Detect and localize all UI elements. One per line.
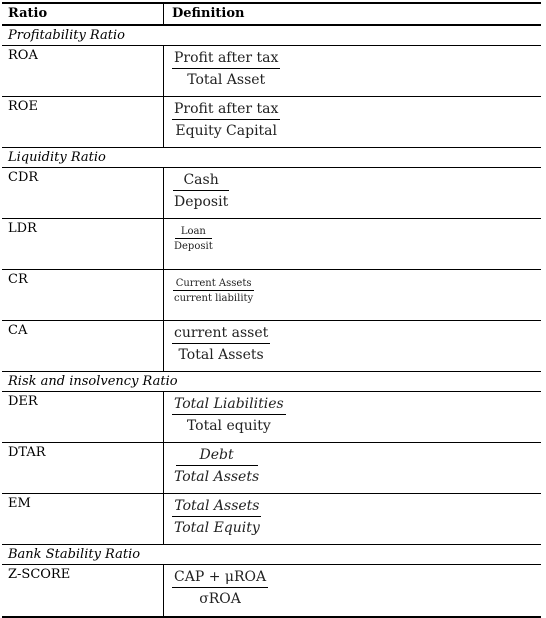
denominator: Equity Capital xyxy=(175,123,277,139)
table-row-dtar xyxy=(2,443,541,494)
denominator: Deposit xyxy=(174,241,213,252)
section-bank-stability: Bank Stability Ratio xyxy=(2,545,541,565)
ratio-name: DTAR xyxy=(2,443,164,493)
numerator: Loan xyxy=(175,226,212,239)
numerator: Total Liabilities xyxy=(172,396,286,415)
ratio-name: ROE xyxy=(2,97,164,147)
section-risk-insolvency: Risk and insolvency Ratio xyxy=(2,372,541,392)
ratio-name: LDR xyxy=(2,219,164,269)
ratio-definition xyxy=(164,443,541,493)
fraction xyxy=(172,226,215,252)
fraction xyxy=(172,101,280,139)
table-row-ca xyxy=(2,321,541,372)
numerator: Profit after tax xyxy=(172,50,280,69)
numerator: Debt xyxy=(176,447,258,466)
fraction xyxy=(172,278,255,304)
denominator: Total Assets xyxy=(178,347,264,363)
ratio-name: DER xyxy=(2,392,164,442)
table-row-ldr xyxy=(2,219,541,270)
table-row-cr xyxy=(2,270,541,321)
numerator: Cash xyxy=(173,172,228,191)
ratio-definition xyxy=(164,97,541,147)
table-row-der xyxy=(2,392,541,443)
ratio-definition xyxy=(164,494,541,544)
ratio-definition xyxy=(164,46,541,96)
numerator: Profit after tax xyxy=(172,101,280,120)
numerator: current asset xyxy=(172,325,270,344)
ratio-definition xyxy=(164,168,541,218)
numerator: Total Assets xyxy=(172,498,261,517)
denominator: current liability xyxy=(174,293,254,304)
header-ratio: Ratio xyxy=(2,4,164,24)
header-definition: Definition xyxy=(172,6,245,21)
section-liquidity: Liquidity Ratio xyxy=(2,148,541,168)
ratio-definition xyxy=(164,270,541,320)
ratio-name: CR xyxy=(2,270,164,320)
table-row-em xyxy=(2,494,541,545)
ratio-definition xyxy=(164,321,541,371)
denominator: Total Assets xyxy=(174,469,260,485)
ratio-definition xyxy=(164,392,541,442)
fraction xyxy=(172,569,268,607)
ratio-definition xyxy=(164,219,541,269)
ratio-name: CA xyxy=(2,321,164,371)
fraction xyxy=(172,50,280,88)
denominator: σROA xyxy=(199,591,241,607)
ratio-definition xyxy=(164,565,541,616)
denominator: Total equity xyxy=(186,418,271,434)
section-profitability: Profitability Ratio xyxy=(2,26,541,46)
denominator: Total Asset xyxy=(187,72,266,88)
fraction xyxy=(172,447,261,485)
numerator: CAP + μROA xyxy=(172,569,268,588)
ratio-name: Z-SCORE xyxy=(2,565,164,616)
table-header-row xyxy=(2,4,541,26)
fraction xyxy=(172,396,286,434)
denominator: Deposit xyxy=(174,194,229,210)
table-row-roa xyxy=(2,46,541,97)
ratio-definition-table xyxy=(2,2,541,618)
table-row-roe xyxy=(2,97,541,148)
fraction xyxy=(172,498,262,536)
denominator: Total Equity xyxy=(174,520,260,536)
fraction xyxy=(172,172,230,210)
numerator: Current Assets xyxy=(173,278,255,291)
table-row-z-score xyxy=(2,565,541,616)
fraction xyxy=(172,325,270,363)
ratio-name: EM xyxy=(2,494,164,544)
table-row-cdr xyxy=(2,168,541,219)
ratio-name: ROA xyxy=(2,46,164,96)
ratio-name: CDR xyxy=(2,168,164,218)
